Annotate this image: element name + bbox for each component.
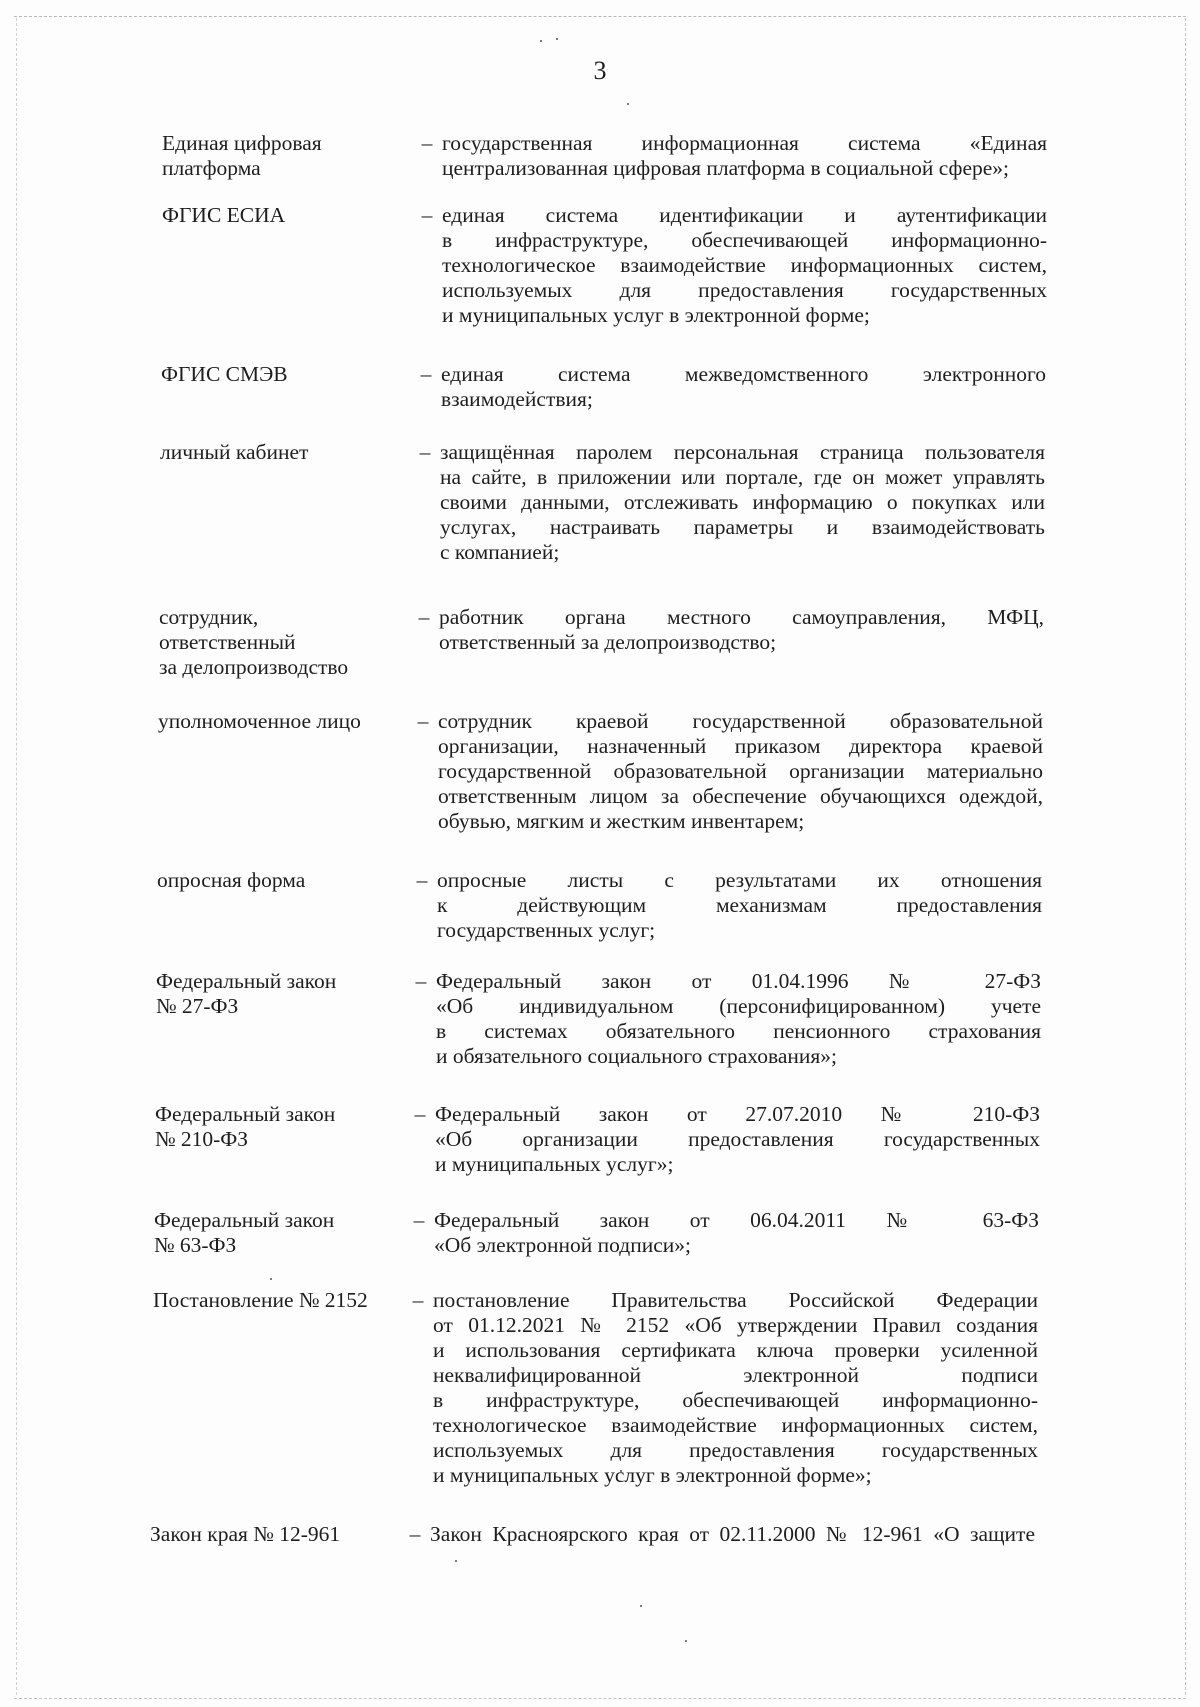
term [160,440,410,465]
term-line: ФГИС ЕСИА [162,203,286,227]
definition-line: сотрудник краевой государственной образовательной [438,709,1043,733]
definition-line: «Об организации предоставления государственных [435,1127,1040,1151]
scan-edge-bottom [14,1698,1186,1699]
dash-separator: – [419,440,431,464]
definition-line: неквалифицированной электронной подписи [433,1363,1038,1387]
term [158,709,408,734]
definition-line: государственная информационная система «Единая [442,131,1047,155]
definition-line: постановление Правительства Российской Федерации [433,1288,1038,1312]
definition-text [440,440,1045,565]
scan-edge-top [14,16,1186,17]
term-line: ответственный [159,630,296,654]
definition-line: ответственным лицом за обеспечение обучающихся одеждой, [438,784,1043,808]
definition-line: используемых для предоставления государственных [442,278,1047,302]
definition-line: Закон Красноярского края от 02.11.2000 № 12-961 «О защите [430,1522,1035,1546]
definition-line: и муниципальных услуг»; [435,1152,674,1176]
definition-text [442,203,1047,328]
term [154,1208,404,1258]
term-line: опросная форма [157,868,306,892]
definition-line: от 01.12.2021 № 2152 «Об утверждении Правил создания [433,1313,1038,1337]
definition-line: работник органа местного самоуправления, МФЦ, [439,605,1044,629]
definition-line: и муниципальных услуг в электронной форме»; [433,1463,872,1487]
definition-text [438,709,1043,834]
dash-separator: – [417,709,429,733]
term-line: уполномоченное лицо [158,709,361,733]
scan-edge-left [16,18,17,1695]
scan-speck [540,40,542,42]
term [161,362,411,387]
term-line: Федеральный закон [154,1208,335,1232]
definition-line: услугах, настраивать параметры и взаимодействовать [440,515,1045,539]
term [156,969,406,1019]
term [157,868,407,893]
term-line: Федеральный закон [155,1102,336,1126]
definition-line: в инфраструктуре, обеспечивающей информационно- [442,228,1047,252]
definition-line: и использования сертификата ключа проверки усиленной [433,1338,1038,1362]
term [159,605,409,680]
definition-line: государственных услуг; [437,918,656,942]
dash-separator: – [420,362,432,386]
definition-line: в системах обязательного пенсионного страхования [436,1019,1041,1043]
definition-text [436,969,1041,1069]
term [153,1288,403,1313]
scan-edge-right [1185,18,1186,1695]
term-line: № 27-ФЗ [156,994,239,1018]
term-line: Единая цифровая [162,131,322,155]
definition-line: технологическое взаимодействие информационных систем, [433,1413,1038,1437]
term-line: платформа [162,156,261,180]
scan-speck [640,1605,642,1607]
scan-speck [455,1560,457,1562]
definition-line: в инфраструктуре, обеспечивающей информационно- [433,1388,1038,1412]
term-line: Закон края № 12-961 [150,1522,341,1546]
definition-line: и обязательного социального страхования»; [436,1044,837,1068]
dash-separator: – [416,868,428,892]
scan-speck [556,38,558,40]
scan-speck [627,103,629,105]
definition-line: используемых для предоставления государственных [433,1438,1038,1462]
term-line: за делопроизводство [159,655,349,679]
definition-text [433,1288,1038,1488]
definition-line: единая система межведомственного электронного [441,362,1046,386]
dash-separator: – [418,605,430,629]
term-line: № 63-ФЗ [154,1233,237,1257]
term-line: ФГИС СМЭВ [161,362,288,386]
term [150,1522,400,1547]
definition-line: «Об индивидуальном (персонифицированном) учете [436,994,1041,1018]
definition-line: «Об электронной подписи»; [434,1233,692,1257]
term-line: Федеральный закон [156,969,337,993]
dash-separator: – [421,131,433,155]
definition-line: обувью, мягким и жестким инвентарем; [438,809,805,833]
definition-line: централизованная цифровая платформа в социальной сфере»; [442,156,1010,180]
dash-separator: – [421,203,433,227]
dash-separator: – [415,969,427,993]
dash-separator: – [414,1102,426,1126]
dash-separator: – [409,1522,421,1546]
scan-speck [685,1640,687,1642]
dash-separator: – [413,1208,425,1232]
definition-text [435,1102,1040,1177]
definition-text [439,605,1044,655]
definition-line: единая система идентификации и аутентификации [442,203,1047,227]
term-line: № 210-ФЗ [155,1127,249,1151]
definition-line: Федеральный закон от 01.04.1996 № 27-ФЗ [436,969,1041,993]
term [162,131,412,181]
definition-line: ответственный за делопроизводство; [439,630,777,654]
definition-line: технологическое взаимодействие информационных систем, [442,253,1047,277]
definition-text [430,1522,1035,1547]
definition-line: с компанией; [440,540,560,564]
definition-text [437,868,1042,943]
scan-speck [270,1278,272,1280]
definition-line: своими данными, отслеживать информацию о покупках или [440,490,1045,514]
term-line: сотрудник, [159,605,259,629]
page-number: 3 [593,56,607,85]
definition-line: организации, назначенный приказом директора краевой [438,734,1043,758]
term [162,203,412,228]
dash-separator: – [412,1288,424,1312]
term-line: личный кабинет [160,440,309,464]
definition-line: Федеральный закон от 27.07.2010 № 210-ФЗ [435,1102,1040,1126]
definition-line: государственной образовательной организации материально [438,759,1043,783]
definition-text [442,131,1047,181]
definition-line: опросные листы с результатами их отношения [437,868,1042,892]
definition-line: защищённая паролем персональная страница пользователя [440,440,1045,464]
definition-line: взаимодействия; [441,387,593,411]
definition-text [441,362,1046,412]
term-line: Постановление № 2152 [153,1288,368,1312]
definition-line: на сайте, в приложении или портале, где он может управлять [440,465,1045,489]
term [155,1102,405,1152]
definition-line: к действующим механизмам предоставления [437,893,1042,917]
definition-line: и муниципальных услуг в электронной форме; [442,303,870,327]
definition-line: Федеральный закон от 06.04.2011 № 63-ФЗ [434,1208,1039,1232]
definition-text [434,1208,1039,1258]
